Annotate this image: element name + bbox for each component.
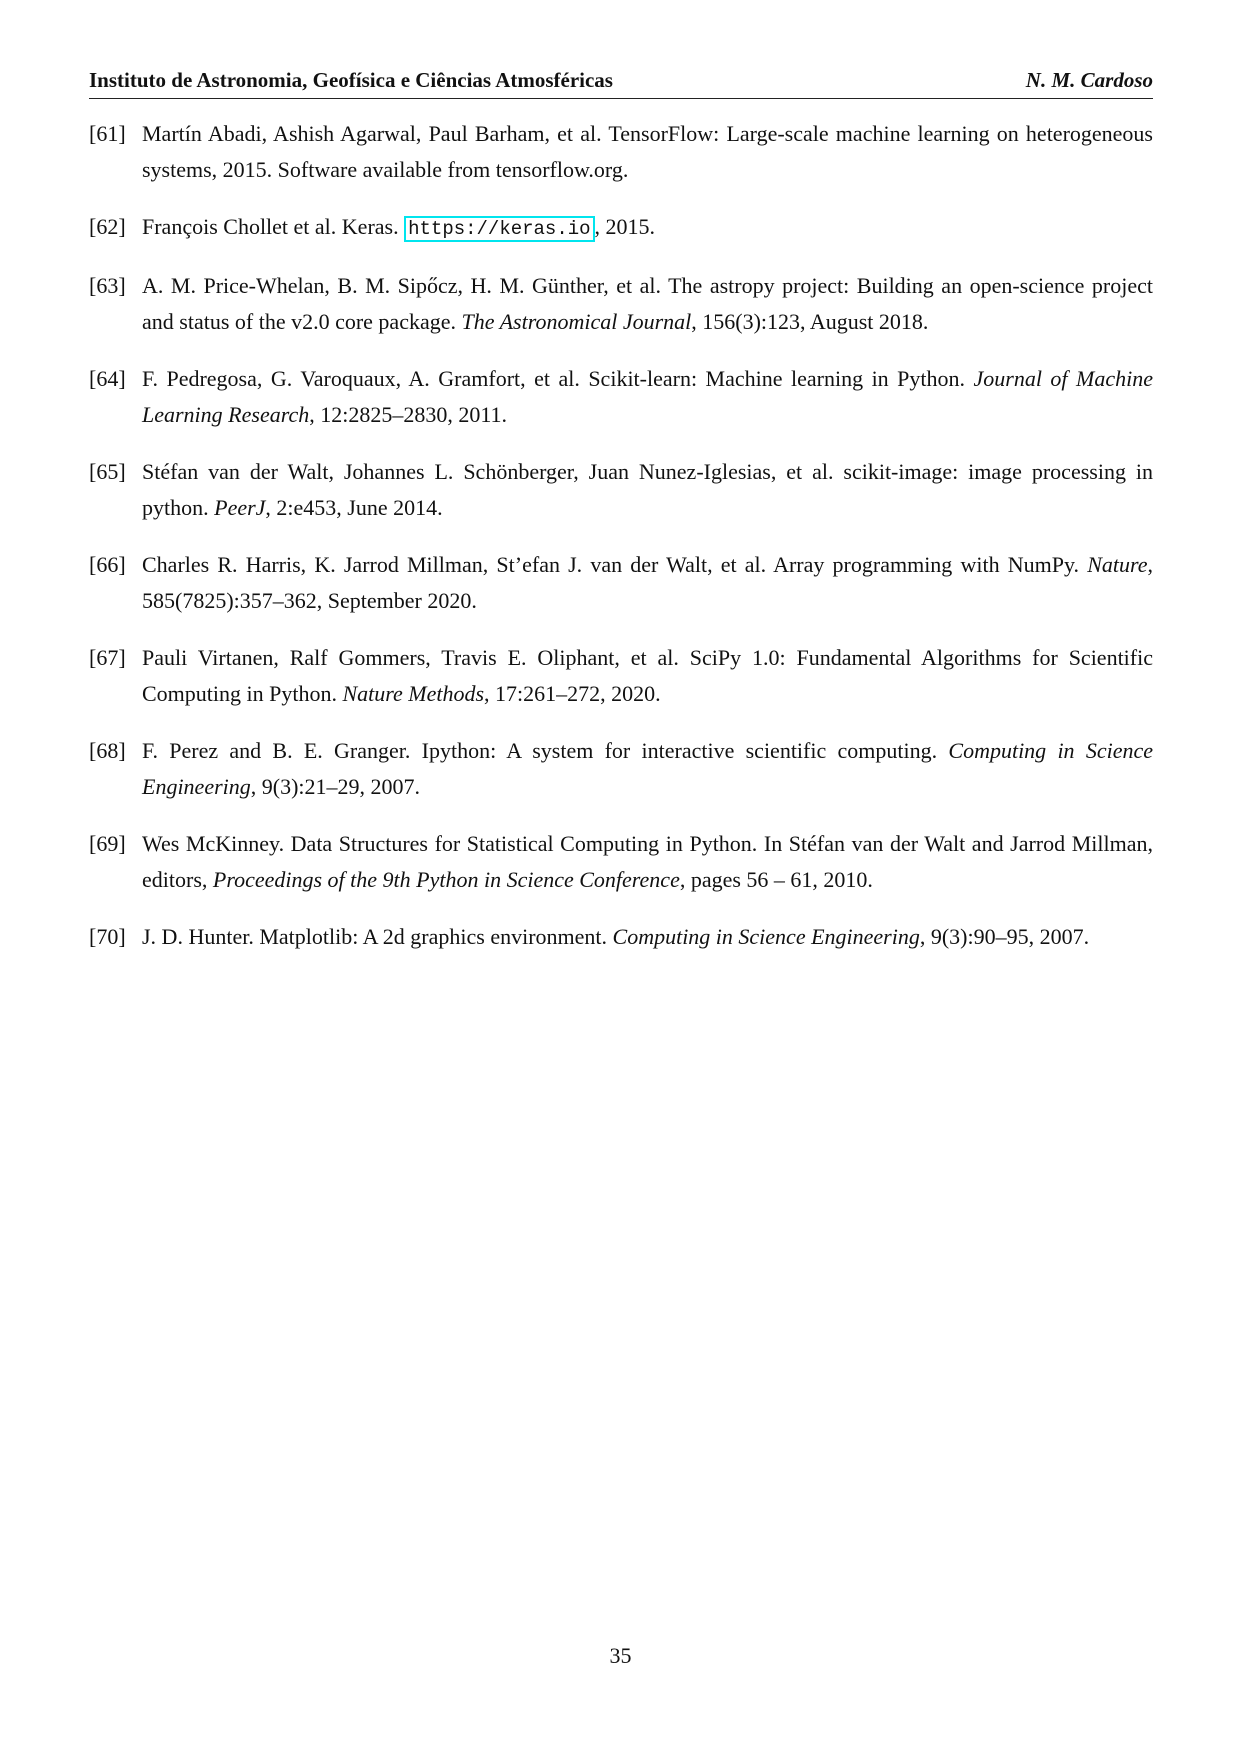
header-author: N. M. Cardoso xyxy=(1025,68,1153,92)
reference-text: Wes McKinney. Data Structures for Statistical Computing in Python. In Stéfan van der Walt and Jarrod Millman, editors, Proceedings of the 9th Python in Science Conference, pages 56 – 61, 2010. xyxy=(142,831,1153,892)
reference-venue: The Astronomical Journal xyxy=(461,309,692,334)
reference-text: Stéfan van der Walt, Johannes L. Schönberger, Juan Nunez-Iglesias, et al. scikit-image: image processing in python. PeerJ, 2:e453, June 2014. xyxy=(142,459,1153,520)
reference-number: [64] xyxy=(89,366,126,391)
reference-item xyxy=(89,547,1153,619)
reference-venue: Computing in Science Engineering xyxy=(612,924,920,949)
reference-item xyxy=(89,361,1153,433)
running-header xyxy=(89,64,1153,99)
reference-text: Martín Abadi, Ashish Agarwal, Paul Barham, et al. TensorFlow: Large-scale machine learning on heterogeneous systems, 2015. Software available from tensorflow.org. xyxy=(142,121,1153,182)
reference-text: François Chollet et al. Keras. https://keras.io , 2015. xyxy=(142,214,656,240)
reference-item xyxy=(89,733,1153,805)
reference-item xyxy=(89,454,1153,526)
reference-venue: Journal of Machine Learning Research xyxy=(142,366,1153,427)
reference-text: A. M. Price-Whelan, B. M. Sipőcz, H. M. Günther, et al. The astropy project: Building an open-science project and status of the v2.0 core package. The Astronomical Journal, 156(3):123, August 2018. xyxy=(142,273,1153,334)
reference-text: F. Perez and B. E. Granger. Ipython: A system for interactive scientific computing. Computing in Science Engineering, 9(3):21–29, 2007. xyxy=(142,738,1153,799)
reference-text: J. D. Hunter. Matplotlib: A 2d graphics environment. Computing in Science Engineering, 9(3):90–95, 2007. xyxy=(142,924,1090,949)
reference-number: [69] xyxy=(89,831,126,856)
keras-url-link[interactable]: https://keras.io xyxy=(404,216,594,242)
reference-item xyxy=(89,640,1153,712)
reference-number: [63] xyxy=(89,273,126,298)
reference-text: Charles R. Harris, K. Jarrod Millman, St’efan J. van der Walt, et al. Array programming with NumPy. Nature, 585(7825):357–362, September 2020. xyxy=(142,552,1153,613)
reference-venue: Nature Methods xyxy=(342,681,485,706)
reference-venue: Computing in Science Engineering xyxy=(142,738,1153,799)
header-institution: Instituto de Astronomia, Geofísica e Ciências Atmosféricas xyxy=(89,68,613,92)
reference-item xyxy=(89,268,1153,340)
reference-venue: Proceedings of the 9th Python in Science Conference xyxy=(212,867,680,892)
page-number: 35 xyxy=(609,1643,632,1668)
reference-number: [65] xyxy=(89,459,126,484)
reference-venue: PeerJ xyxy=(214,495,266,520)
reference-number: [67] xyxy=(89,645,126,670)
reference-text: Pauli Virtanen, Ralf Gommers, Travis E. Oliphant, et al. SciPy 1.0: Fundamental Algorithms for Scientific Computing in Python. Nature Methods, 17:261–272, 2020. xyxy=(142,645,1153,706)
reference-item xyxy=(89,826,1153,898)
reference-item xyxy=(89,209,1153,247)
reference-item xyxy=(89,919,1153,955)
reference-number: [70] xyxy=(89,924,126,949)
reference-list xyxy=(89,116,1153,976)
reference-number: [62] xyxy=(89,214,126,239)
reference-number: [61] xyxy=(89,121,126,146)
reference-venue: Nature xyxy=(1087,552,1148,577)
reference-number: [68] xyxy=(89,738,126,763)
reference-item xyxy=(89,116,1153,188)
reference-text: F. Pedregosa, G. Varoquaux, A. Gramfort, et al. Scikit-learn: Machine learning in Python. Journal of Machine Learning Research, 12:2825–2830, 2011. xyxy=(142,366,1153,427)
reference-number: [66] xyxy=(89,552,126,577)
